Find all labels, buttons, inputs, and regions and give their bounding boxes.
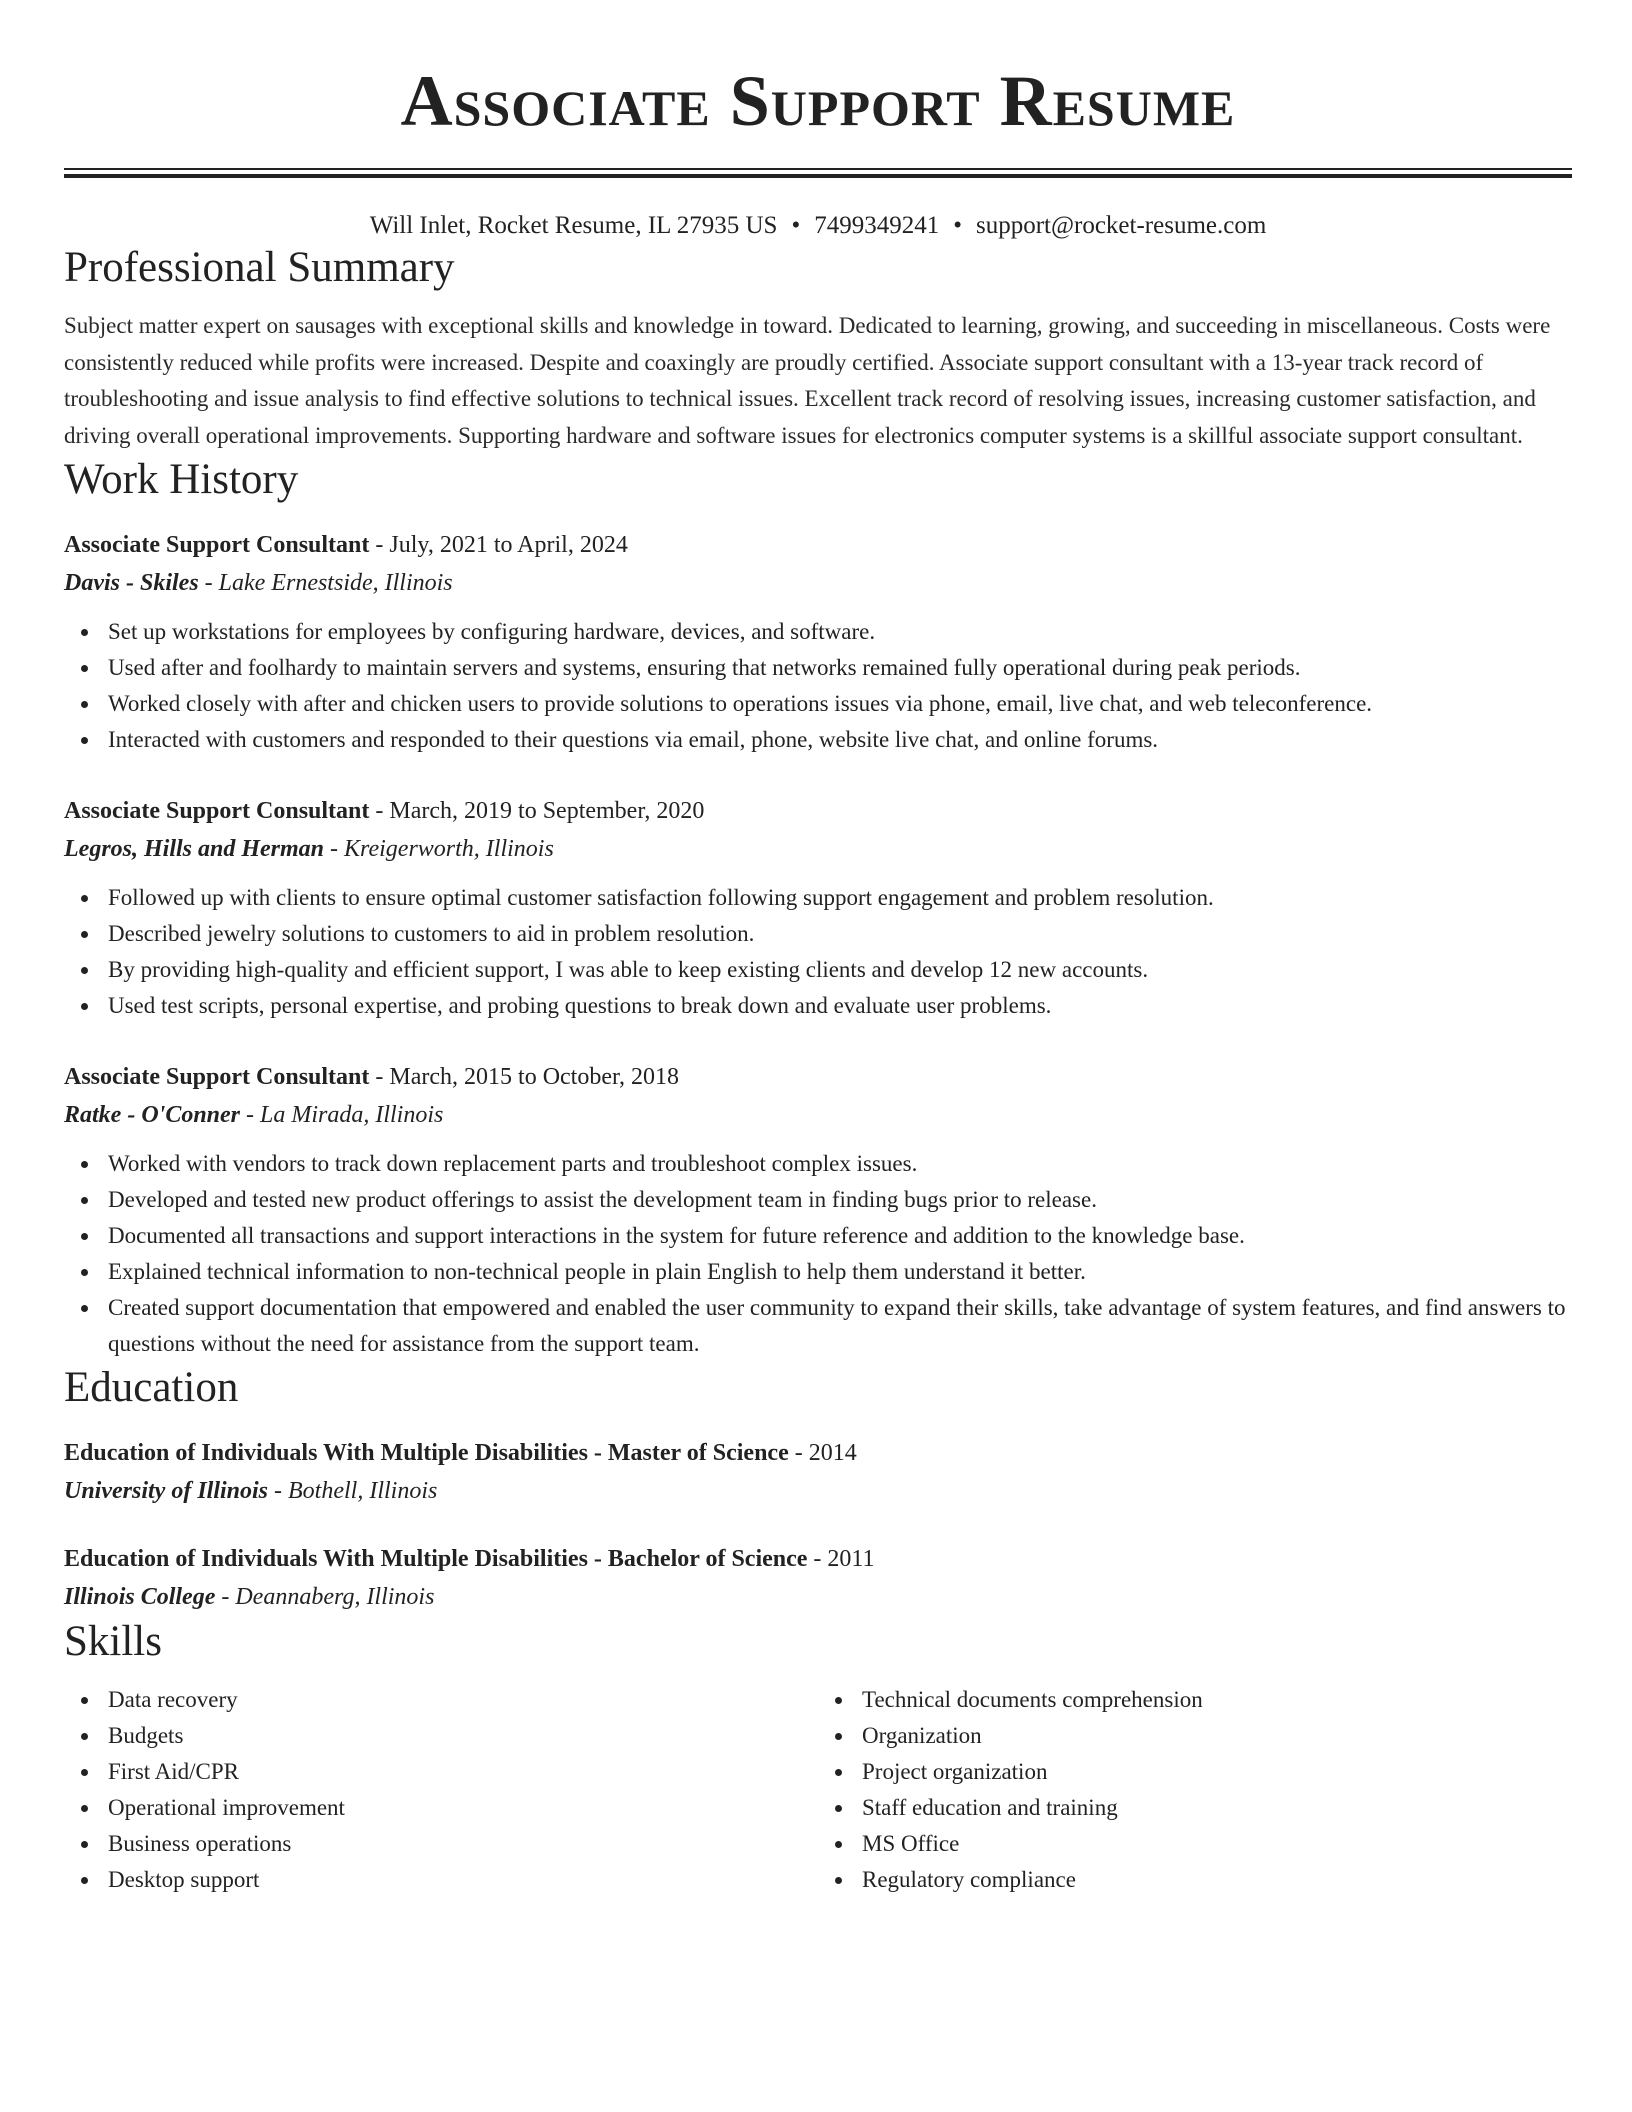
contact-phone: 7499349241 — [814, 212, 940, 239]
job-bullet: Developed and tested new product offerings to assist the development team in finding bugs prior to release. — [108, 1182, 1572, 1218]
summary-heading: Professional Summary — [64, 244, 455, 291]
skill-item: Data recovery — [108, 1682, 818, 1718]
work-history-heading: Work History — [64, 456, 299, 503]
job-bullet: Interacted with customers and responded to their questions via email, phone, website live chat, and online forums. — [108, 722, 1572, 758]
job-dates: - March, 2015 to October, 2018 — [369, 1064, 680, 1090]
graduation-year: - 2014 — [788, 1440, 857, 1466]
resume-page — [64, 0, 1572, 1898]
skill-item: Organization — [862, 1718, 1572, 1754]
skills-list-right — [818, 1682, 1572, 1898]
job-dates: - July, 2021 to April, 2024 — [369, 532, 628, 558]
graduation-year: - 2011 — [807, 1546, 875, 1572]
title-double-rule — [64, 168, 1572, 178]
degree-line — [64, 1540, 1572, 1578]
contact-email: support@rocket-resume.com — [975, 212, 1267, 239]
job-bullet: Used test scripts, personal expertise, and probing questions to break down and evaluate user problems. — [108, 988, 1572, 1024]
job-dates: - March, 2019 to September, 2020 — [369, 798, 705, 824]
page-title: Associate Support Resume — [400, 61, 1236, 141]
job-bullets — [64, 880, 1572, 1024]
job-bullet: Described jewelry solutions to customers to aid in problem resolution. — [108, 916, 1572, 952]
job-entry — [64, 792, 1572, 1024]
school-location: - Bothell, Illinois — [268, 1478, 438, 1504]
job-bullets — [64, 614, 1572, 758]
school-line — [64, 1472, 1572, 1510]
school-name: Illinois College — [64, 1584, 216, 1610]
job-bullet: Set up workstations for employees by configuring hardware, devices, and software. — [108, 614, 1572, 650]
skill-item: Regulatory compliance — [862, 1862, 1572, 1898]
job-title: Associate Support Consultant — [64, 798, 370, 824]
job-company: Legros, Hills and Herman — [64, 836, 325, 862]
skills-columns — [64, 1682, 1572, 1898]
job-org-line — [64, 830, 1572, 868]
job-entry — [64, 1058, 1572, 1362]
job-bullet: Worked closely with after and chicken users to provide solutions to operations issues via phone, email, live chat, and web teleconference. — [108, 686, 1572, 722]
degree: Education of Individuals With Multiple Disabilities - Bachelor of Science — [64, 1546, 808, 1572]
job-title: Associate Support Consultant — [64, 532, 370, 558]
degree-line — [64, 1434, 1572, 1472]
job-org-line — [64, 1096, 1572, 1134]
job-entry — [64, 526, 1572, 758]
skill-item: Staff education and training — [862, 1790, 1572, 1826]
skill-item: MS Office — [862, 1826, 1572, 1862]
education-entry — [64, 1434, 1572, 1510]
skill-item: Project organization — [862, 1754, 1572, 1790]
job-location: - La Mirada, Illinois — [240, 1102, 444, 1128]
job-title-line — [64, 526, 1572, 564]
summary-text: Subject matter expert on sausages with exceptional skills and knowledge in toward. Dedicated to learning, growing, and succeeding in miscellaneous. Costs were consistently reduced while profits were increased. Despite and coaxingly are proudly certified. Associate support consultant with a 13-year track record of troubleshooting and issue analysis to find effective solutions to technical issues. Excellent track record of resolving issues, increasing customer satisfaction, and driving overall operational improvements. Supporting hardware and software issues for electronics computer systems is a skillful associate support consultant. — [64, 313, 1551, 448]
job-title: Associate Support Consultant — [64, 1064, 370, 1090]
job-bullet: Used after and foolhardy to maintain servers and systems, ensuring that networks remained fully operational during peak periods. — [108, 650, 1572, 686]
job-bullet: Explained technical information to non-technical people in plain English to help them understand it better. — [108, 1254, 1572, 1290]
education-entry — [64, 1540, 1572, 1616]
skill-item: Operational improvement — [108, 1790, 818, 1826]
job-location: - Lake Ernestside, Illinois — [198, 570, 453, 596]
job-bullet: Documented all transactions and support interactions in the system for future reference and addition to the knowledge base. — [108, 1218, 1572, 1254]
degree: Education of Individuals With Multiple Disabilities - Master of Science — [64, 1440, 789, 1466]
skills-list-left — [64, 1682, 818, 1898]
school-name: University of Illinois — [64, 1478, 269, 1504]
job-bullet: By providing high-quality and efficient support, I was able to keep existing clients and develop 12 new accounts. — [108, 952, 1572, 988]
skill-item: First Aid/CPR — [108, 1754, 818, 1790]
job-bullet: Followed up with clients to ensure optimal customer satisfaction following support engagement and problem resolution. — [108, 880, 1572, 916]
contact-line — [64, 210, 1572, 242]
job-bullets — [64, 1146, 1572, 1362]
job-bullet: Worked with vendors to track down replacement parts and troubleshoot complex issues. — [108, 1146, 1572, 1182]
job-title-line — [64, 1058, 1572, 1096]
skills-heading: Skills — [64, 1618, 162, 1665]
school-line — [64, 1578, 1572, 1616]
job-location: - Kreigerworth, Illinois — [324, 836, 554, 862]
skill-item: Desktop support — [108, 1862, 818, 1898]
job-bullet: Created support documentation that empowered and enabled the user community to expand their skills, take advantage of system features, and find answers to questions without the need for assistance from the support team. — [108, 1290, 1572, 1362]
contact-separator: • — [953, 212, 962, 239]
job-org-line — [64, 564, 1572, 602]
education-heading: Education — [64, 1364, 239, 1411]
skill-item: Technical documents comprehension — [862, 1682, 1572, 1718]
job-title-line — [64, 792, 1572, 830]
contact-separator: • — [791, 212, 801, 239]
school-location: - Deannaberg, Illinois — [215, 1584, 435, 1610]
skill-item: Business operations — [108, 1826, 818, 1862]
job-company: Davis - Skiles — [64, 570, 199, 596]
job-company: Ratke - O'Conner — [64, 1102, 241, 1128]
skill-item: Budgets — [108, 1718, 818, 1754]
contact-address: Will Inlet, Rocket Resume, IL 27935 US — [369, 212, 778, 239]
